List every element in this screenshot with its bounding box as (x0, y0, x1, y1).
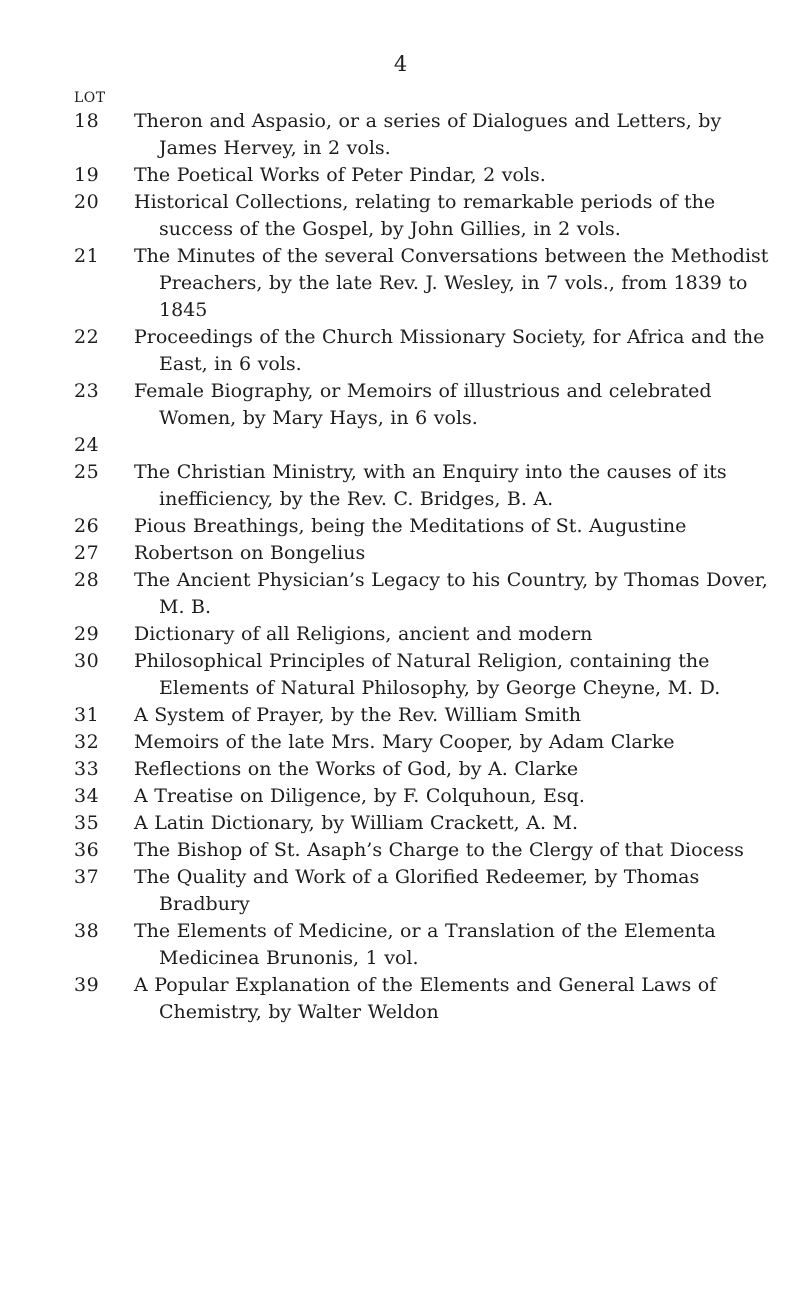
lot-number: 27 (74, 542, 100, 564)
lot-number: 18 (74, 110, 100, 132)
lot-number: 33 (74, 758, 100, 780)
lot-description: Philosophical Principles of Natural Religion, containing the Elements of Natural Philosophy, by George Cheyne, M. D. (134, 650, 721, 699)
lot-entry (74, 621, 774, 648)
lot-description: Female Biography, or Memoirs of illustrious and celebrated Women, by Mary Hays, in 6 vols. (134, 380, 712, 429)
lot-entry (74, 972, 774, 1026)
lot-entry (74, 540, 774, 567)
lot-description: The Minutes of the several Conversations between the Methodist Preachers, by the late Rev. J. Wesley, in 7 vols., from 1839 to 1845 (134, 245, 769, 321)
lot-number: 28 (74, 569, 100, 591)
lot-description: Dictionary of all Religions, ancient and modern (134, 623, 593, 645)
lot-entry (74, 837, 774, 864)
lot-entry (74, 162, 774, 189)
lot-entry (74, 648, 774, 702)
lot-number: 38 (74, 920, 100, 942)
lot-description: The Quality and Work of a Glorified Redeemer, by Thomas Bradbury (134, 866, 700, 915)
lot-entry (74, 810, 774, 837)
lot-description: A Popular Explanation of the Elements and General Laws of Chemistry, by Walter Weldon (134, 974, 717, 1023)
lot-description: The Ancient Physician’s Legacy to his Country, by Thomas Dover, M. B. (134, 569, 768, 618)
lot-entry (74, 864, 774, 918)
lot-description: Reflections on the Works of God, by A. Clarke (134, 758, 579, 780)
lot-number: 21 (74, 245, 100, 267)
lot-description: The Christian Ministry, with an Enquiry into the causes of its inefficiency, by the Rev. C. Bridges, B. A. (134, 461, 727, 510)
lot-description: The Elements of Medicine, or a Translation of the Elementa Medicinea Brunonis, 1 vol. (134, 920, 716, 969)
lot-description: A Latin Dictionary, by William Crackett, A. M. (134, 812, 579, 834)
lot-list (74, 108, 774, 1026)
lot-entry (74, 189, 774, 243)
lot-number: 19 (74, 164, 100, 186)
lot-entry (74, 459, 774, 513)
lot-entry (74, 729, 774, 756)
lot-number: 36 (74, 839, 100, 861)
lot-number: 23 (74, 380, 100, 402)
lot-number: 29 (74, 623, 100, 645)
lot-number: 20 (74, 191, 100, 213)
lot-number: 37 (74, 866, 100, 888)
lot-number: 26 (74, 515, 100, 537)
lot-number: 34 (74, 785, 100, 807)
lot-entry (74, 432, 774, 459)
lot-entry (74, 918, 774, 972)
lot-entry (74, 756, 774, 783)
lot-description: A System of Prayer, by the Rev. William Smith (134, 704, 582, 726)
lot-description: The Bishop of St. Asaph’s Charge to the Clergy of that Diocess (134, 839, 744, 861)
lot-number: 22 (74, 326, 100, 348)
lot-number: 32 (74, 731, 100, 753)
lot-entry (74, 567, 774, 621)
lot-entry (74, 378, 774, 432)
lot-entry (74, 513, 774, 540)
lot-number: 39 (74, 974, 100, 996)
lot-description (134, 432, 774, 459)
lot-entry (74, 783, 774, 810)
lot-entry (74, 324, 774, 378)
lot-number: 30 (74, 650, 100, 672)
lot-number: 25 (74, 461, 100, 483)
lot-column-header: LOT (74, 90, 106, 106)
lot-description: Theron and Aspasio, or a series of Dialogues and Letters, by James Hervey, in 2 vols. (134, 110, 722, 159)
lot-entry (74, 108, 774, 162)
lot-number: 31 (74, 704, 100, 726)
lot-description: Robertson on Bongelius (134, 542, 366, 564)
lot-number: 35 (74, 812, 100, 834)
lot-entry (74, 243, 774, 324)
lot-description: Memoirs of the late Mrs. Mary Cooper, by Adam Clarke (134, 731, 675, 753)
lot-description: Pious Breathings, being the Meditations of St. Augustine (134, 515, 687, 537)
lot-entry (74, 702, 774, 729)
lot-description: Historical Collections, relating to remarkable periods of the success of the Gospel, by John Gillies, in 2 vols. (134, 191, 716, 240)
lot-description: Proceedings of the Church Missionary Society, for Africa and the East, in 6 vols. (134, 326, 765, 375)
page-number: 4 (393, 52, 408, 76)
lot-description: The Poetical Works of Peter Pindar, 2 vols. (134, 164, 546, 186)
lot-description: A Treatise on Diligence, by F. Colquhoun, Esq. (134, 785, 585, 807)
lot-number: 24 (74, 434, 100, 456)
